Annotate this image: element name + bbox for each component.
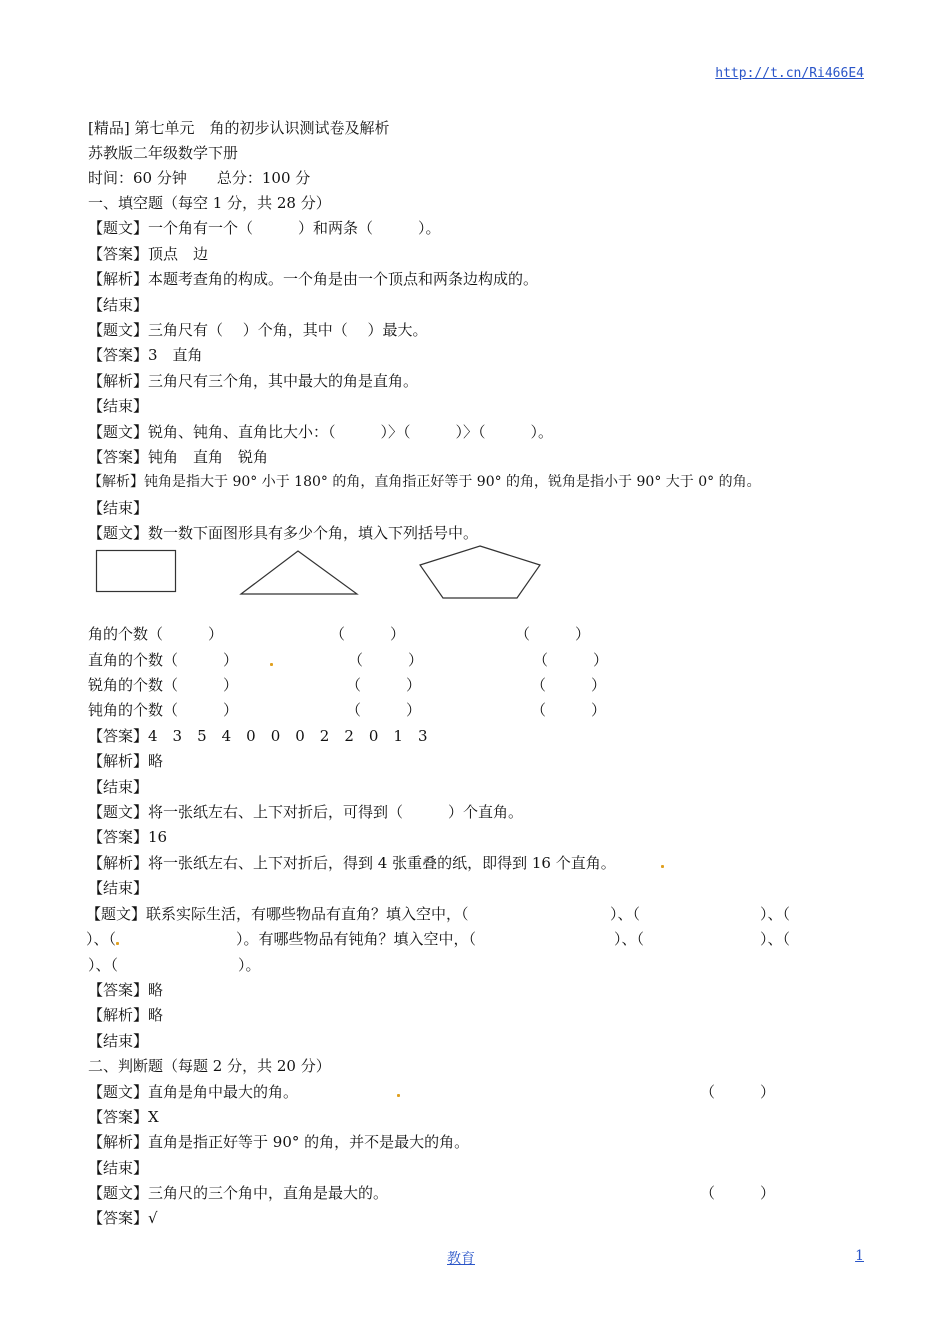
q4-end: 【结束】 [88,778,149,796]
stray-dot [270,663,273,666]
q4-row3-col2: （ ） [346,676,422,694]
stray-dot [397,1094,400,1097]
q5-analysis: 【解析】将一张纸左右、上下对折后，得到 4 张重叠的纸，即得到 16 个直角。 [88,854,616,872]
q5-end: 【结束】 [88,879,149,897]
q4-analysis: 【解析】略 [88,752,164,770]
q4-row3-col3: （ ） [531,676,607,694]
q3-text: 【题文】锐角、钝角、直角比大小：（ ）〉（ ）〉（ ）。 [88,423,554,441]
doc-subtitle: 苏教版二年级数学下册 [88,144,239,162]
j1-bracket: （ ） [700,1083,776,1101]
q2-analysis: 【解析】三角尺有三个角，其中最大的角是直角。 [88,372,419,390]
rectangle-figure [96,550,176,592]
q2-answer: 【答案】3 直角 [88,346,203,364]
j1-answer: 【答案】X [88,1108,159,1126]
q3-answer: 【答案】钝角 直角 锐角 [88,448,269,466]
q1-end: 【结束】 [88,296,149,314]
footer-page-number: 1 [855,1248,864,1264]
stray-dot [116,942,119,945]
q1-text: 【题文】一个角有一个（ ）和两条（ ）。 [88,219,441,237]
j1-analysis: 【解析】直角是指正好等于 90° 的角，并不是最大的角。 [88,1133,470,1151]
q2-end: 【结束】 [88,397,149,415]
j1-text: 【题文】直角是角中最大的角。 [88,1083,299,1101]
doc-time-score: 时间：60 分钟 总分：100 分 [88,169,311,187]
stray-dot [661,865,664,868]
j2-bracket: （ ） [700,1184,776,1202]
q6-answer: 【答案】略 [88,981,164,999]
section1-heading: 一、填空题（每空 1 分，共 28 分） [88,194,331,212]
q4-row3-label: 锐角的个数（ ） [88,676,239,694]
q3-analysis: 【解析】钝角是指大于 90° 小于 180° 的角，直角指正好等于 90° 的角，锐角是指小于 90° 大于 0° 的角。 [88,474,761,490]
pentagon-figure [419,545,541,599]
q6-line2-mid2: ）、（ [614,930,645,948]
q4-row4-col3: （ ） [531,701,607,719]
q6-line1-end: ）、（ [760,905,791,923]
q6-line2-mid: ）。有哪些物品有钝角？填入空中，（ [236,930,477,948]
q6-analysis: 【解析】略 [88,1006,164,1024]
q4-row1-label: 角的个数（ ） [88,625,224,643]
q6-line1-mid: ）、（ [610,905,641,923]
j2-answer: 【答案】√ [88,1209,158,1227]
triangle-figure [240,550,358,595]
j1-end: 【结束】 [88,1159,149,1177]
q6-end: 【结束】 [88,1032,149,1050]
q6-line2-start: ）、（ [86,930,117,948]
q4-row2-col3: （ ） [533,651,609,669]
q4-answer: 【答案】4 3 5 4 0 0 0 2 2 0 1 3 [88,727,428,745]
section2-heading: 二、判断题（每题 2 分，共 20 分） [88,1057,331,1075]
footer-center-link[interactable]: 教育 [447,1251,475,1267]
q4-row4-label: 钝角的个数（ ） [88,701,239,719]
q1-answer: 【答案】顶点 边 [88,245,209,263]
q2-text: 【题文】三角尺有（ ）个角，其中（ ）最大。 [88,321,428,339]
q4-row4-col2: （ ） [346,701,422,719]
q3-end: 【结束】 [88,499,149,517]
doc-title: [精品] 第七单元 角的初步认识测试卷及解析 [88,119,390,137]
header-link[interactable]: http://t.cn/Ri466E4 [715,66,864,81]
q5-text: 【题文】将一张纸左右、上下对折后，可得到（ ）个直角。 [88,803,524,821]
q6-line1-start: 【题文】联系实际生活，有哪些物品有直角？填入空中，（ [86,905,469,923]
q6-line3: ）、（ ）。 [88,956,261,974]
q4-row2-col2: （ ） [348,651,424,669]
j2-text: 【题文】三角尺的三个角中，直角是最大的。 [88,1184,389,1202]
q6-line2-end: ）、（ [760,930,791,948]
q4-row1-col2: （ ） [330,625,406,643]
q1-analysis: 【解析】本题考查角的构成。一个角是由一个顶点和两条边构成的。 [88,270,539,288]
q4-row1-col3: （ ） [515,625,591,643]
q4-text: 【题文】数一数下面图形具有多少个角，填入下列括号中。 [88,524,479,542]
q5-answer: 【答案】16 [88,828,168,846]
q4-row2-label: 直角的个数（ ） [88,651,239,669]
